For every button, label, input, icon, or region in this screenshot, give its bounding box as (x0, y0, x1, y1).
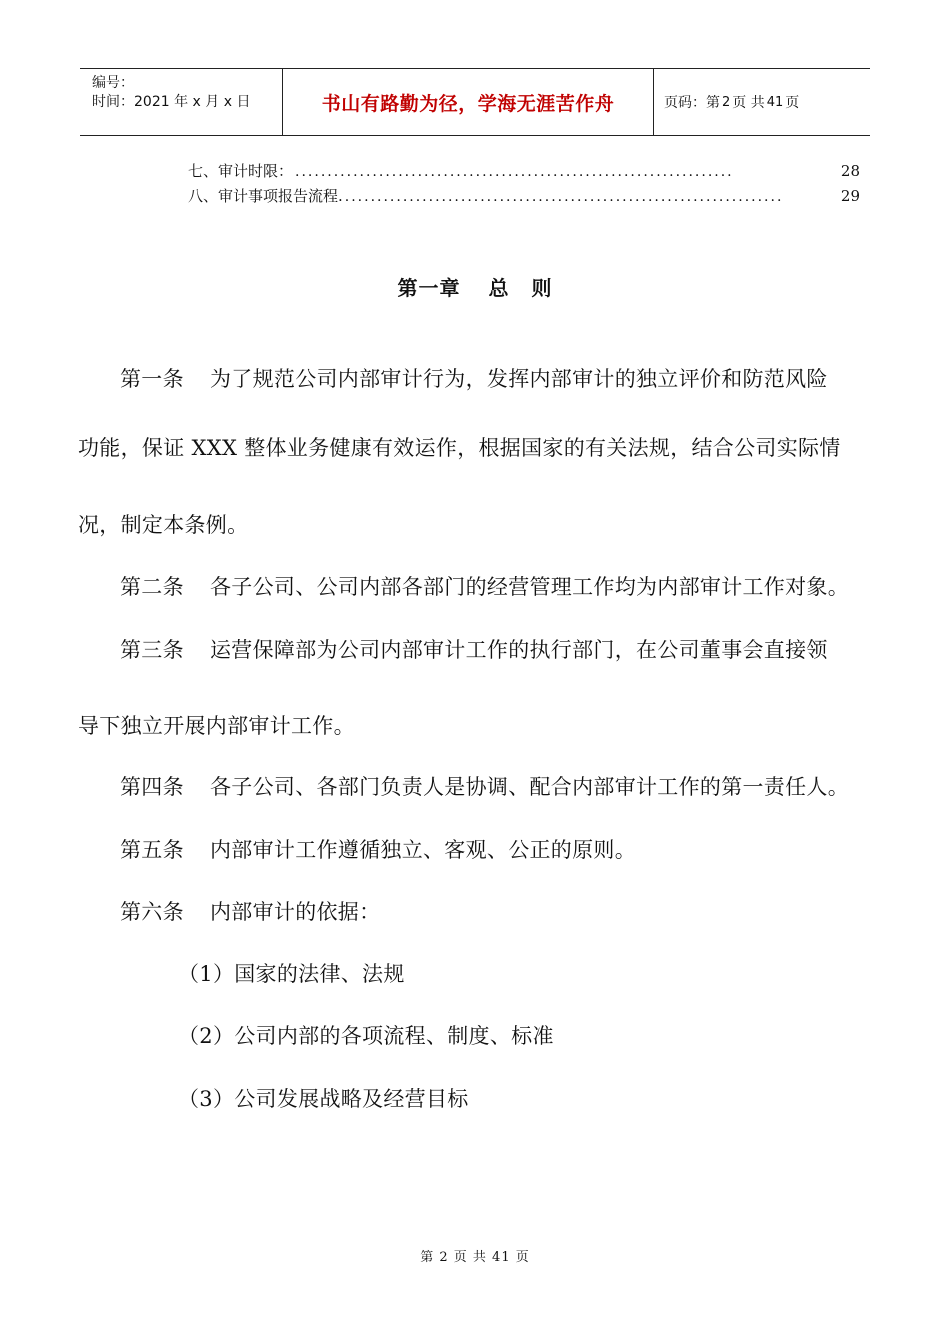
article-number: 第四条 (120, 775, 184, 799)
document-header (80, 68, 870, 136)
list-item: （2）公司内部的各项流程、制度、标准 (178, 1024, 554, 1048)
article-text: 内部审计的依据： (210, 900, 381, 924)
page-current: 2 (722, 94, 731, 110)
article-3-line-2: 导下独立开展内部审计工作。 (78, 714, 355, 738)
chapter-number: 第一章 (397, 276, 461, 300)
article-5-line-1 (120, 835, 636, 865)
article-text: 各子公司、各部门负责人是协调、配合内部审计工作的第一责任人。 (210, 775, 849, 799)
toc-leader-dots: .................................................................... (344, 189, 784, 205)
article-text: 为了规范公司内部审计行为，发挥内部审计的独立评价和防范风险 (210, 367, 828, 391)
doc-code-label: 编号： (92, 75, 134, 91)
article-number: 第三条 (120, 638, 184, 662)
toc-entry[interactable] (188, 160, 860, 182)
toc-entry[interactable] (188, 185, 860, 207)
article-1-line-1 (120, 364, 828, 394)
chapter-title (0, 272, 950, 301)
article-6-line-1 (120, 897, 380, 927)
header-meta (80, 69, 282, 135)
header-page-info (654, 69, 870, 135)
chapter-name-part: 则 (531, 276, 553, 300)
page-label-prefix: 页码：第 (664, 95, 720, 111)
chapter-name-part: 总 (488, 276, 510, 300)
article-4-line-1 (120, 772, 849, 802)
list-item: （3）公司发展战略及经营目标 (178, 1087, 469, 1111)
page-label-mid: 页 共 (732, 95, 765, 111)
article-text: 内部审计工作遵循独立、客观、公正的原则。 (210, 838, 636, 862)
article-text: 各子公司、公司内部各部门的经营管理工作均为内部审计工作对象。 (210, 575, 849, 599)
article-1-line-2: 功能，保证 XXX 整体业务健康有效运作，根据国家的有关法规，结合公司实际情 (78, 436, 841, 460)
article-3-line-1 (120, 635, 828, 665)
article-number: 第一条 (120, 367, 184, 391)
article-1-line-3: 况，制定本条例。 (78, 513, 249, 537)
toc-leader-dots: .................................................................... (295, 164, 734, 180)
toc-entry-page: 28 (840, 162, 860, 180)
article-number: 第二条 (120, 575, 184, 599)
header-motto: 书山有路勤为径，学海无涯苦作舟 (282, 69, 654, 135)
toc-entry-label: 八、审计事项报告流程. (188, 187, 343, 205)
article-number: 第五条 (120, 838, 184, 862)
list-item: （1）国家的法律、法规 (178, 962, 405, 986)
page-footer: 第 2 页 共 41 页 (420, 1250, 530, 1265)
article-2-line-1 (120, 572, 849, 602)
page-total: 41 (766, 94, 784, 110)
page-label-suffix: 页 (785, 95, 800, 111)
article-number: 第六条 (120, 900, 184, 924)
toc-entry-label: 七、审计时限： (188, 162, 294, 180)
doc-date-label: 时间：2021 年 x 月 x 日 (92, 94, 251, 110)
toc-entry-page: 29 (840, 187, 860, 205)
article-text: 运营保障部为公司内部审计工作的执行部门，在公司董事会直接领 (210, 638, 828, 662)
